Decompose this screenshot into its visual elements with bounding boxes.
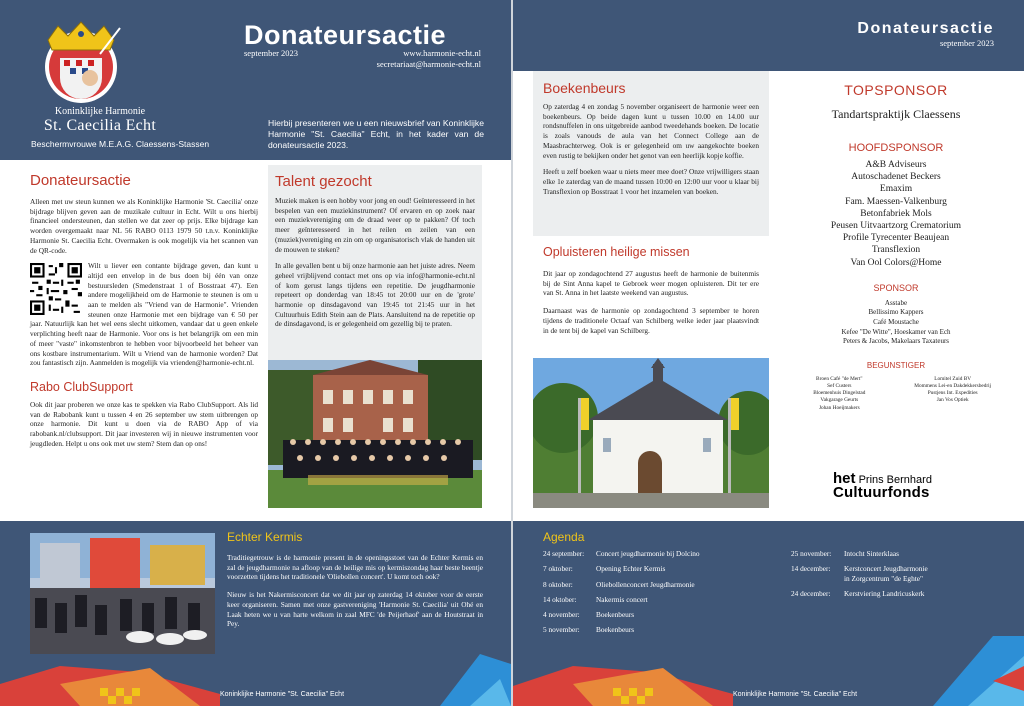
- agenda-row: [791, 549, 1001, 559]
- begunstiger-column-right: [900, 376, 1005, 412]
- kermis-paragraph-1: Traditiegetrouw is de harmonie present in de openingsstoet van de Echter Kermis en zal de jeugdharmonie na afloop van de heilige mis op kermiszondag haar beste beentje voorzetten tijdens het traditionele 'Oliebollen concert'. U komt toch ook?: [227, 553, 483, 582]
- agenda-event: Nakermis concert: [596, 594, 648, 604]
- agenda-column-1: [543, 549, 783, 641]
- hoofdsponsor-item: Transflexion: [871, 245, 921, 256]
- agenda-event: Kerstconcert Jeugdharmonie: [844, 564, 928, 574]
- org-name-small: Koninklijke Harmonie: [54, 106, 146, 117]
- agenda-row: [543, 580, 783, 590]
- contact-block: [377, 48, 481, 70]
- sponsors-section: [783, 80, 1009, 412]
- fund-logo-het: het: [833, 470, 856, 487]
- agenda-event: Boekenbeurs: [596, 610, 635, 620]
- hoofdsponsor-item: Betonfabriek Mols: [860, 208, 932, 219]
- right-header: [513, 0, 1024, 71]
- website-link[interactable]: www.harmonie-echt.nl: [403, 48, 481, 58]
- donateur-paragraph-2: Wilt u liever een contante bijdrage geven, dan kunt u altijd een envelop in de bus doen bij één van onze bestuursleden (Smedenstraat 1 of Bosstraat 47). Een andere mogelijkheid om de Harmonie te steunen is om u aan te melden als "Vriend van de Harmonie". Vrienden steunen onze Harmonie met een bijdrage van € 50 per jaar. Natuurlijk kan het wel eens slecht uitkomen, vandaar dat u geen enkele verplichting heeft naar de Harmonie. Voor ons is het belangrijk om een min of meer "vaste" inkomstenbron te hebben voor bijvoorbeeld het beheer van ons kostbare instrumentarium. Wilt u Vriend van de harmonie worden? Dat zou fantastisch zijn. Aanmelden is mogelijk via vrienden@harmonie-echt.nl.: [30, 261, 258, 368]
- begunstiger-item: Vakgarage Geurts: [820, 397, 859, 404]
- begunstiger-heading: BEGUNSTIGER: [866, 360, 926, 370]
- hoofdsponsor-item: A&B Adviseurs: [865, 160, 927, 170]
- sponsor-item: Kefee "De Witte", Hoeskamer van Ech: [841, 327, 951, 336]
- talent-paragraph-2: In alle gevallen bent u bij onze harmonie aan het juiste adres. Neem geheel vrijblijvend contact met ons op via info@harmonie-echt.nl of kom gerust langs tijdens een repetitie. De jeugdharmonie repeteert op donderdag van 18:45 tot 20:00 uur en de 'grote' harmonie op dinsdagavond van 19:45 tot 21:45 uur in het Cultuurhuis Edith Stein aan de Plats. Aansluitend na de repetitie op de dinsdagavond, is er gelegenheid om gezellig bij te praten.: [275, 261, 475, 329]
- right-date: september 2023: [939, 38, 994, 48]
- footer-decoration: [0, 654, 511, 706]
- begunstiger-item: Johan Hoeijmakers: [818, 404, 860, 411]
- agenda-event: Opening Echter Kermis: [596, 564, 666, 574]
- agenda-date: [791, 574, 844, 584]
- intro-text: Hierbij presenteren we u een nieuwsbrief van Koninklijke Harmonie "St. Caecilia" Echt, in het kader van de donateursactie 2023.: [268, 118, 484, 150]
- agenda-row: [791, 589, 1001, 599]
- donateur-paragraph-2-wrap: [30, 261, 258, 368]
- talent-section: [268, 165, 482, 360]
- agenda-row: [543, 610, 783, 620]
- agenda-event: Kerstviering Landricuskerk: [844, 589, 925, 599]
- sponsor-item: Asstabe: [884, 298, 908, 307]
- begunstiger-item: Broen Café "de Mert": [816, 375, 863, 382]
- begunstiger-column-left: [787, 376, 892, 412]
- hoofdsponsor-item: Autoschadenet Beckers: [851, 172, 941, 183]
- talent-heading: Talent gezocht: [275, 173, 372, 190]
- kermis-paragraph-2: Nieuw is het Nakermisconcert dat we dit jaar op zaterdag 14 oktober voor de eerste keer organiseren. Samen met onze gastvereniging 'Harmonie St. Caecilia' uit Ohé en Laak heten we u van harte welkom in zaal MFC 'de Peijerhaof' aan de Houtstraat in Pey.: [227, 590, 483, 629]
- agenda-heading: Agenda: [543, 530, 585, 544]
- agenda-date: 24 december:: [791, 589, 831, 599]
- rabo-heading: Rabo ClubSupport: [30, 379, 133, 394]
- email-link[interactable]: secretariaat@harmonie-echt.nl: [376, 59, 481, 69]
- right-footer-name: Koninklijke Harmonie "St. Caecilia" Echt: [733, 691, 858, 698]
- agenda-date: 8 oktober:: [543, 579, 573, 589]
- patron-line: Beschermvrouwe M.E.A.G. Claessens-Stassen: [31, 139, 210, 149]
- hoofdsponsor-item: Emaxim: [879, 184, 913, 195]
- topsponsor-name: Tandartspraktijk Claessens: [831, 107, 961, 121]
- kermis-heading: Echter Kermis: [227, 530, 303, 544]
- rabo-paragraph: Ook dit jaar proberen we onze kas te spekken via Rabo ClubSupport. Als lid van de Rabobank kunt u tussen 4 en 26 september uw stem uitbrengen op onze harmonie. Dit kunt u doen via de RABO App of via rabobank.nl/clubsupport. Dit jaar investeren wij in nieuwe instrumenten voor jeugdleden. Helpt u ons ook met uw stem? Stem dan op ons!: [30, 399, 258, 448]
- agenda-event: Intocht Sinterklaas: [844, 549, 899, 558]
- kermis-photo: [30, 533, 215, 654]
- opluisteren-heading: Opluisteren heilige missen: [543, 245, 690, 259]
- talent-paragraph-1: Muziek maken is een hobby voor jong en oud! Geïnteresseerd in het bespelen van een muziekinstrument? Of ervaren en op zoek naar een muziekvereniging om de draad weer op te pakken? Of toch meer geïnteresseerd in het reilen en zeilen van een (muziek)vereniging en zin om op organisatorisch vlak de handen uit de mouwen te steken?: [275, 196, 475, 254]
- opluisteren-paragraph-1: Dit jaar op zondagochtend 27 augustus heeft de harmonie de buitenmis bij de Sint Anna kapel te Gebroek weer mogen opluisteren. Dit ter ere van St. Anna in het laatste weekend van augustus.: [543, 269, 759, 298]
- begunstiger-item: Jan Vos Optiek: [936, 397, 969, 404]
- agenda-row: [543, 625, 783, 635]
- right-title: Donateursactie: [857, 20, 994, 37]
- opluisteren-paragraph-2: Daarnaast was de harmonie op zondagochtend 3 september te horen tijdens de traditionele Octaaf van Schilberg welke ieder jaar plaatsvindt in de tent bij de kapel van Schilberg.: [543, 306, 759, 335]
- kermis-text: [227, 553, 483, 629]
- agenda-date: 4 november:: [543, 610, 580, 620]
- begunstiger-item: Sef Custers: [827, 383, 852, 389]
- hoofdsponsor-list: [783, 159, 1009, 269]
- chapel-photo: [533, 358, 769, 508]
- right-page: [513, 0, 1024, 706]
- boekenbeurs-heading: Boekenbeurs: [543, 80, 626, 96]
- fund-logo-cultuurfonds: Cultuurfonds: [833, 484, 930, 501]
- harmonie-logo: [40, 20, 122, 105]
- left-footer-name: Koninklijke Harmonie "St. Caecilia" Echt: [220, 691, 345, 698]
- agenda-row: [543, 564, 783, 574]
- agenda-date: 7 oktober:: [543, 564, 573, 574]
- sponsor-item: Café Moustache: [873, 318, 919, 327]
- sponsor-item: Peters & Jacobs, Makelaars Taxateurs: [842, 337, 950, 346]
- agenda-date: 25 november:: [791, 549, 832, 558]
- begunstiger-item: Mommens Lei-en Dakdekkersbedrij: [914, 383, 992, 389]
- begunstiger-item: Pustjens Int. Expedities: [927, 390, 978, 397]
- agenda-event: Concert jeugdharmonie bij Dolcino: [596, 549, 700, 558]
- agenda-event: in Zorgcentrum "de Eghte": [844, 573, 923, 583]
- agenda-event: Oliebollenconcert Jeugdharmonie: [596, 579, 695, 589]
- agenda-row: [543, 549, 783, 559]
- qr-code[interactable]: [30, 263, 82, 315]
- donateur-heading: Donateursactie: [30, 172, 131, 189]
- donateur-column: [30, 172, 258, 448]
- donateur-paragraph-1: Alleen met uw steun kunnen we als Koninklijke Harmonie 'St. Caecilia' onze bijdrage blijven geven aan de muzikale cultuur in Echt. Wilt u ons hierbij financieel ondersteunen, dan stellen we dat zeer op prijs. Elke bijdrage kan worden overgemaakt naar NL 56 RABO 0113 1979 50 t.n.v. Koninklijke Harmonie St. Caecilia Echt. Overmaken is ook mogelijk via het scannen van de QR-code.: [30, 197, 258, 255]
- page-title: Donateursactie: [244, 20, 447, 50]
- agenda-event: Boekenbeurs: [596, 625, 635, 635]
- agenda-row: [791, 574, 1001, 584]
- hoofdsponsor-item: Fam. Maessen-Valkenburg: [845, 196, 947, 207]
- begunstiger-list: [783, 376, 1009, 412]
- left-page: [0, 0, 511, 706]
- boekenbeurs-section: [533, 71, 769, 236]
- agenda-row: [791, 564, 1001, 574]
- agenda-date: 14 december:: [791, 564, 831, 574]
- agenda-date: 24 september:: [543, 549, 585, 558]
- agenda-date: 14 oktober:: [543, 594, 577, 604]
- agenda-column-2: [791, 549, 1001, 604]
- topsponsor-heading: TOPSPONSOR: [844, 82, 948, 98]
- agenda-date: 5 november:: [543, 625, 580, 635]
- opluisteren-text: [543, 269, 759, 335]
- begunstiger-item: Bloemenhuis Dingelstad: [813, 390, 866, 397]
- sponsor-item: Bellissimo Kappers: [868, 308, 924, 317]
- sponsor-heading: SPONSOR: [873, 282, 919, 293]
- fund-logo-prins: Prins Bernhard: [858, 474, 932, 486]
- boekenbeurs-paragraph-2: Heeft u zelf boeken waar u niets meer mee doet? Onze vrijwilligers staan elke 1e zaterdag van de maand tussen 10:00 en 12:00 uur voor u klaar bij Transflexion op Bosstraat 1 voor het inzamelen van boeken.: [543, 167, 759, 196]
- sponsor-list: [783, 299, 1009, 347]
- hoofdsponsor-item: Profile Tyrecenter Beaujean: [842, 233, 950, 244]
- issue-date: september 2023: [244, 48, 299, 58]
- hoofdsponsor-heading: HOOFDSPONSOR: [848, 142, 944, 154]
- cultuurfonds-logo: [833, 468, 943, 502]
- boekenbeurs-paragraph-1: Op zaterdag 4 en zondag 5 november organiseert de harmonie weer een boekenbeurs. Op beide dagen kunt u tussen 10.00 en 14.00 uur rondsnuffelen in ons uitgebreide aanbod tweedehands boeken. De locatie is zoals vanouds de aula van het Connect College aan de Maasbrachterweg. Ook is er gelegenheid om uw aangekochte boeken even rustig te bekijken onder het genot van een heerlijk kopje koffie.: [543, 102, 759, 160]
- agenda-row: [543, 595, 783, 605]
- harmonie-group-photo: [268, 360, 482, 508]
- hoofdsponsor-item: Peusen Uitvaartzorg Crematorium: [830, 221, 962, 232]
- left-header: [0, 0, 511, 160]
- org-name-big: St. Caecilia Echt: [43, 117, 157, 134]
- begunstiger-item: Lomitel Zuid BV: [934, 375, 972, 382]
- hoofdsponsor-item: Van Ool Colors@Home: [850, 257, 942, 268]
